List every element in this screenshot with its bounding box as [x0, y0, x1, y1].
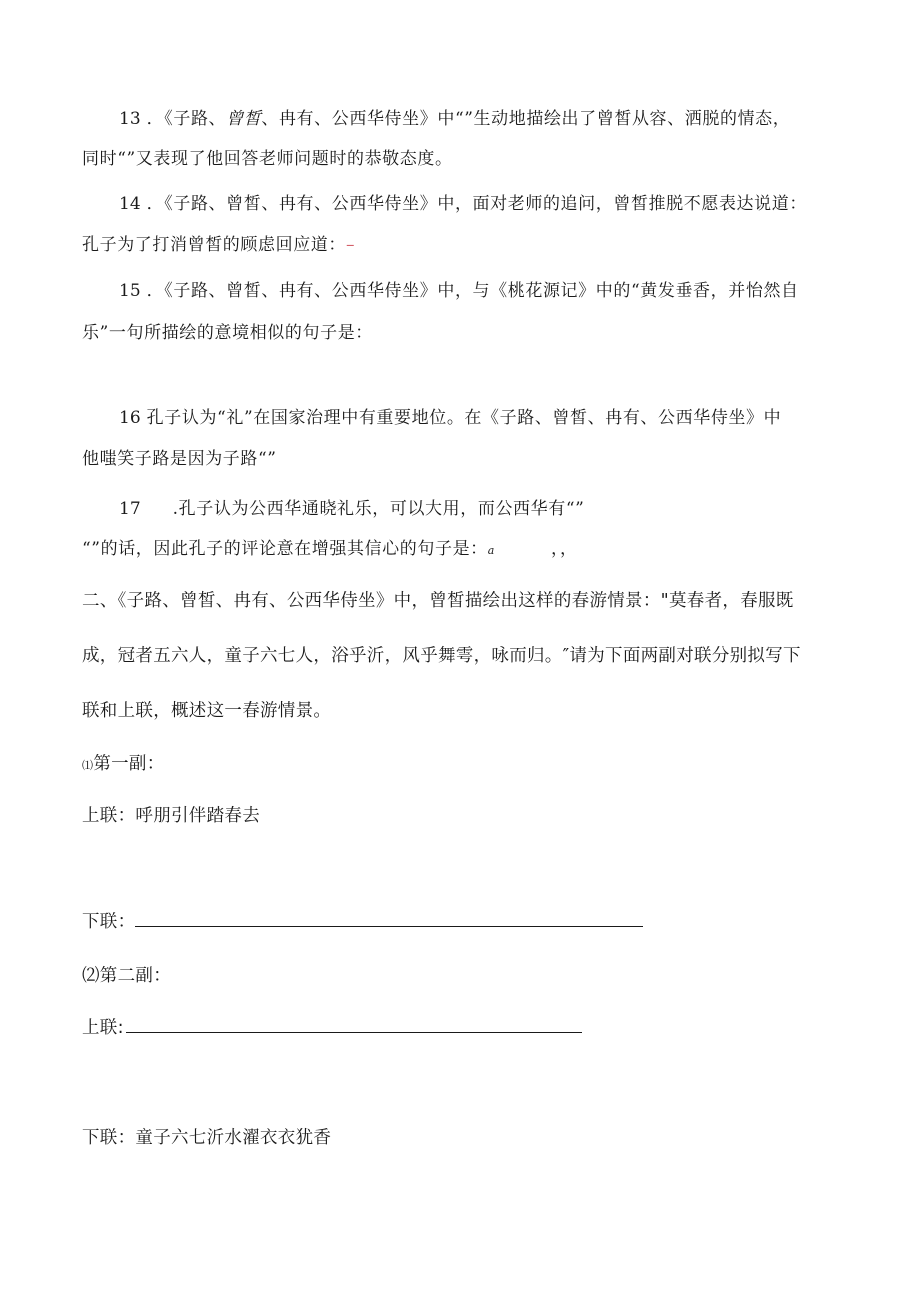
question-13-text-a: ．《子路、 [146, 109, 227, 129]
question-15-number: 15 [119, 281, 141, 301]
question-16-line-1 [119, 410, 781, 427]
question-17-number: 17 [119, 499, 141, 519]
question-14-text: ．《子路、曾皙、冉有、公西华侍坐》中，面对老师的追问，曾皙推脱不愿表达说道： [146, 194, 807, 214]
part-2-upper-label: 上联: [82, 1018, 124, 1038]
question-17-line-2 [82, 541, 578, 558]
question-13-text-b: 、冉有、公西华侍坐》中“”生动地描绘出了曾皙从容、洒脱的情态， [261, 109, 791, 129]
question-17-tail: ，， [550, 539, 578, 559]
question-17-mark: a [487, 544, 495, 557]
question-14-number: 14 [119, 194, 141, 214]
question-13-line-2: 同时“”又表现了他回答老师问题时的恭敬态度。 [82, 149, 453, 169]
part-2-upper-answer-line[interactable] [126, 1031, 582, 1033]
part-2-lower-couplet: 下联：童子六七沂水濯衣衣犹香 [82, 1128, 332, 1148]
section-2-line-3: 联和上联，概述这一春游情景。 [82, 701, 332, 721]
question-17-line-1 [119, 501, 584, 518]
part-1-label: 第一副： [93, 754, 165, 774]
section-2-line-2: 成，冠者五六人，童子六七人，浴乎沂，风乎舞雩，咏而归。″请为下面两副对联分别拟写下 [82, 646, 801, 666]
part-1-upper-couplet: 上联：呼朋引伴踏春去 [82, 806, 260, 826]
question-14-line-2 [82, 237, 355, 254]
question-16-text: 孔子认为“礼”在国家治理中有重要地位。在《子路、曾皙、冉有、公西华侍坐》中 [146, 408, 782, 428]
question-13-line-1 [119, 111, 790, 128]
part-1-number: ⑴ [82, 759, 94, 772]
part-1-heading [82, 756, 165, 774]
question-14-mark: – [346, 235, 356, 255]
question-13-number: 13 [119, 109, 141, 129]
part-1-lower-couplet [82, 914, 643, 932]
section-2-line-1: 二、《子路、曾皙、冉有、公西华侍坐》中，曾皙描绘出这样的春游情景："莫春者，春服既 [82, 591, 794, 611]
question-13-italic-name: 曾皙 [226, 109, 262, 129]
question-15-text: ．《子路、曾皙、冉有、公西华侍坐》中，与《桃花源记》中的“黄发垂香，并怡然自 [146, 281, 799, 301]
question-16-line-2: 他嗤笑子路是因为子路“” [82, 449, 277, 469]
question-17-text: .孔子认为公西华通晓礼乐，可以大用，而公西华有“” [172, 499, 585, 519]
question-15-line-2: 乐”一句所描绘的意境相似的句子是： [82, 323, 373, 343]
part-1-lower-answer-line[interactable] [135, 925, 643, 927]
question-14-line-1 [119, 196, 807, 213]
part-2-heading: ⑵第二副： [82, 966, 171, 986]
question-17-text-2: “”的话，因此孔子的评论意在增强其信心的句子是： [82, 539, 488, 559]
question-16-number: 16 [119, 408, 141, 428]
part-1-lower-label: 下联： [82, 912, 136, 932]
question-15-line-1 [119, 283, 799, 300]
question-14-text-2: 孔子为了打消曾皙的顾虑回应道： [82, 235, 346, 255]
part-2-upper-couplet [82, 1020, 582, 1038]
